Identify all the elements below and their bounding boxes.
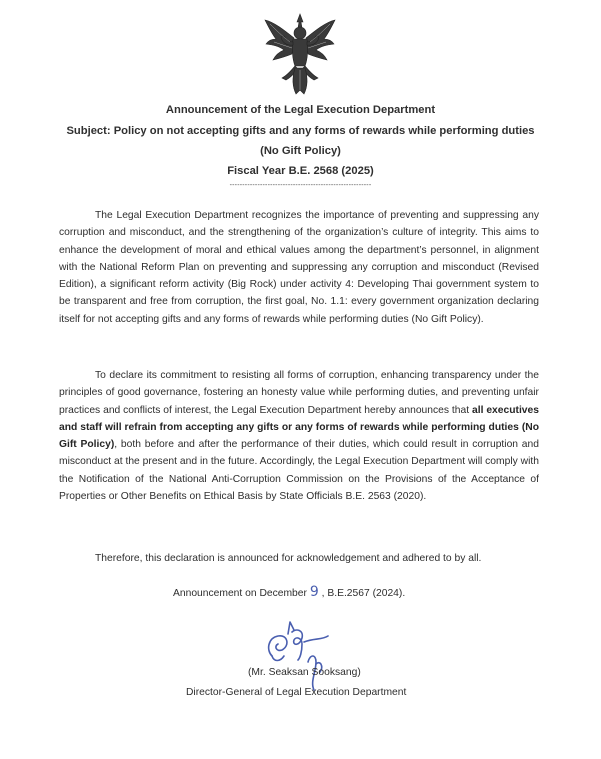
- paragraph-1: [59, 207, 539, 328]
- paragraph-2-text-a: To declare its commitment to resisting all forms of corruption, enhancing transparency under the principles of good governance, fostering an honesty value while performing duties, and preventing unfair practices and conflicts of interest, the Legal Execution Department hereby announces that: [59, 370, 539, 416]
- handwritten-signature: [258, 616, 348, 694]
- fiscal-year: Fiscal Year B.E. 2568 (2025): [227, 165, 374, 177]
- signatory-name: (Mr. Seaksan Sooksang): [248, 667, 361, 678]
- subject-line: Subject: Policy on not accepting gifts and any forms of rewards while performing duties: [66, 125, 535, 137]
- paragraph-2-bold-statement: all executives and staff will refrain from accepting any gifts or any forms of rewards while performing duties (No Gift Policy): [59, 404, 539, 451]
- divider-dashes: --------------------------------------------------------: [229, 182, 372, 189]
- paragraph-2-text-b: , both before and after the performance of their duties, which could result in corruption and misconduct at the present and in the future. Accordingly, the Legal Execution Department will comply with the Notification of the National Anti-Corruption Commission on the Provisions of the Acceptance of Properties or Other Benefits on Ethical Basis by State Officials B.E. 2563 (2020).: [59, 439, 539, 503]
- announcement-heading: Announcement of the Legal Execution Department: [165, 104, 436, 116]
- paragraph-1-text: The Legal Execution Department recognizes the importance of preventing and suppressing any corruption and misconduct, and the strengthening of the organization’s culture of integrity. This aims to enhance the development of moral and ethical values among the department’s personnel, in alignment with the National Reform Plan on preventing and suppressing any corruption and misconduct (Revised Edition), a significant reform activity (Big Rock) under activity 4: Developing Thai government system to be transparent and free from corruption, the first goal, No. 1.1: every government organization declaring itself for not accepting gifts and any forms of rewards while performing duties (No Gift Policy).: [59, 210, 539, 325]
- date-day-handwritten: 9: [309, 584, 319, 600]
- date-suffix: , B.E.2567 (2024).: [321, 588, 406, 599]
- paragraph-3: Therefore, this declaration is announced for acknowledgement and adhered to by all.: [95, 553, 482, 564]
- date-prefix: Announcement on December: [173, 588, 307, 599]
- policy-name: (No Gift Policy): [260, 145, 341, 157]
- garuda-emblem-icon: [262, 12, 338, 98]
- announcement-date: [173, 584, 405, 600]
- signatory-title: Director-General of Legal Execution Department: [186, 687, 407, 698]
- paragraph-2: [59, 367, 539, 505]
